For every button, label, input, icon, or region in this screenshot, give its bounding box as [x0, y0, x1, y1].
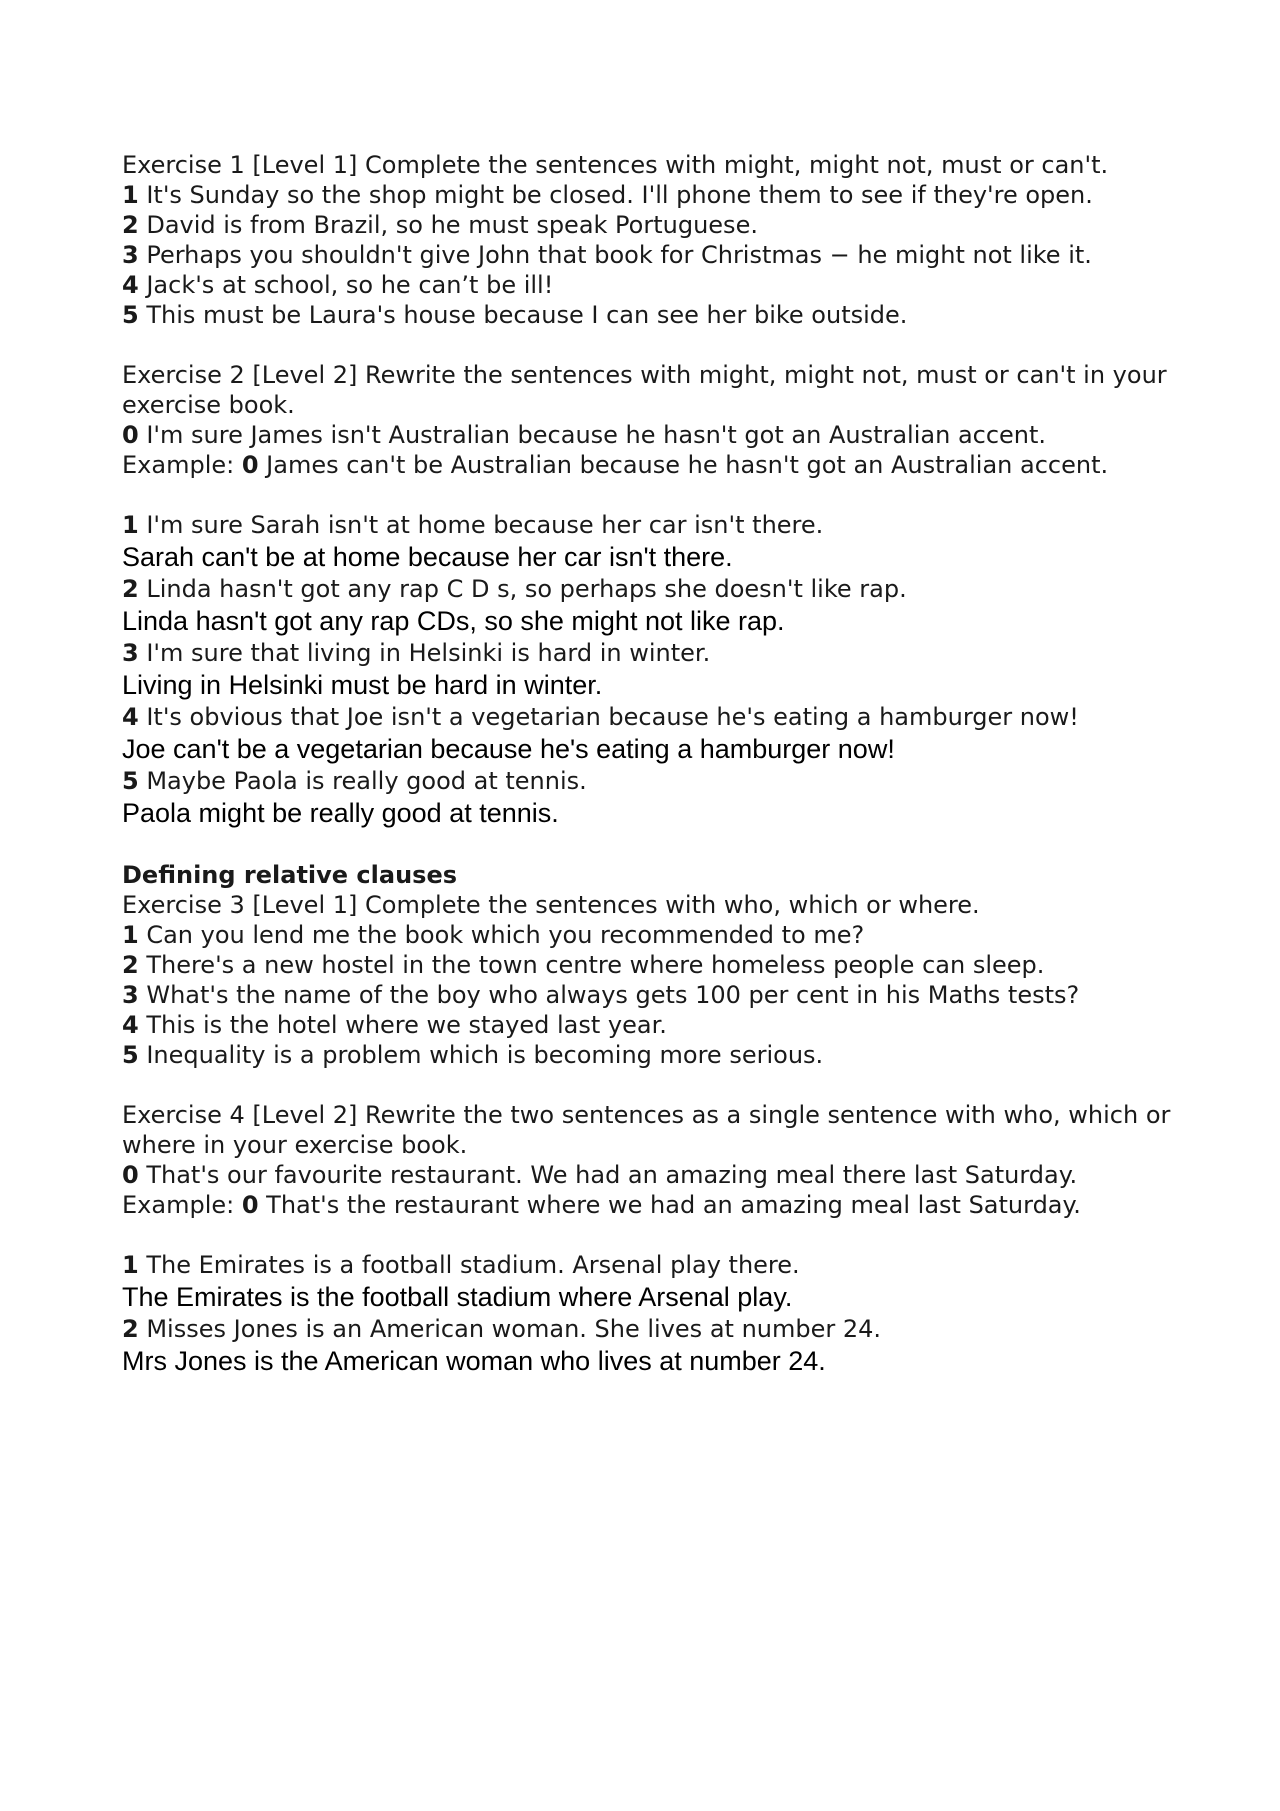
list-item	[122, 702, 1172, 732]
item-text: Can you lend me the book which you recommended to me?	[138, 921, 865, 949]
answer-text: The Emirates is the football stadium where Arsenal play.	[122, 1282, 793, 1312]
answer-text: Paola might be really good at tennis.	[122, 798, 559, 828]
list-item	[122, 574, 1172, 604]
item-number: 3	[122, 639, 139, 667]
list-item	[122, 300, 1172, 330]
exercise-2-example	[122, 420, 1172, 480]
item-number: 4	[122, 1011, 139, 1039]
item-text: There's a new hostel in the town centre where homeless people can sleep.	[138, 951, 1045, 979]
exercise-4-example	[122, 1160, 1172, 1220]
item-text: Linda hasn't got any rap C D s, so perhaps she doesn't like rap.	[138, 575, 907, 603]
example-label: Example:	[122, 1191, 242, 1219]
list-item	[122, 1040, 1172, 1070]
section-heading: Defining relative clauses	[122, 861, 458, 889]
example-answer	[122, 1190, 1172, 1220]
list-item	[122, 1314, 1172, 1344]
item-text: I'm sure James isn't Australian because he hasn't got an Australian accent.	[138, 421, 1047, 449]
exercise-3-title: Exercise 3 [Level 1] Complete the sentences with who, which or where.	[122, 891, 980, 919]
item-number: 0	[241, 1191, 259, 1219]
item-number: 1	[122, 1251, 139, 1279]
item-text: What's the name of the boy who always gets 100 per cent in his Maths tests?	[138, 981, 1080, 1009]
answer-text: Mrs Jones is the American woman who lives at number 24.	[122, 1346, 826, 1376]
exercise-3-list	[122, 920, 1172, 1070]
item-number: 3	[122, 241, 139, 269]
item-text: I'm sure Sarah isn't at home because her car isn't there.	[138, 511, 824, 539]
item-text: Jack's at school, so he can’t be ill!	[138, 271, 554, 299]
item-text: Inequality is a problem which is becoming more serious.	[138, 1041, 824, 1069]
item-number: 2	[122, 575, 139, 603]
item-text: James can't be Australian because he hasn't got an Australian accent.	[258, 451, 1109, 479]
item-text: This must be Laura's house because I can see her bike outside.	[138, 301, 908, 329]
item-text: Misses Jones is an American woman. She lives at number 24.	[138, 1315, 882, 1343]
exercise-2-list	[122, 510, 1172, 830]
item-number: 5	[122, 1041, 139, 1069]
item-text: I'm sure that living in Helsinki is hard in winter.	[138, 639, 711, 667]
item-number: 2	[122, 951, 139, 979]
list-item	[122, 1010, 1172, 1040]
list-item	[122, 180, 1172, 210]
answer-text: Joe can't be a vegetarian because he's eating a hamburger now!	[122, 734, 895, 764]
item-text: This is the hotel where we stayed last year.	[138, 1011, 667, 1039]
exercise-4-list	[122, 1250, 1172, 1378]
item-number: 0	[122, 421, 139, 449]
list-item	[122, 766, 1172, 796]
list-item	[122, 638, 1172, 668]
list-item	[122, 210, 1172, 240]
item-text: It's obvious that Joe isn't a vegetarian because he's eating a hamburger now!	[138, 703, 1079, 731]
item-number: 4	[122, 703, 139, 731]
item-number: 0	[241, 451, 259, 479]
item-number: 1	[122, 921, 139, 949]
list-item	[122, 270, 1172, 300]
item-number: 2	[122, 1315, 139, 1343]
item-number: 3	[122, 981, 139, 1009]
answer-text: Living in Helsinki must be hard in winter.	[122, 670, 603, 700]
list-item	[122, 510, 1172, 540]
answer-text: Sarah can't be at home because her car isn't there.	[122, 542, 733, 572]
item-text: David is from Brazil, so he must speak Portuguese.	[138, 211, 758, 239]
example-prompt	[122, 420, 1172, 450]
example-label: Example:	[122, 451, 242, 479]
list-item	[122, 980, 1172, 1010]
item-number: 0	[122, 1161, 139, 1189]
item-number: 5	[122, 301, 139, 329]
exercise-1-list	[122, 180, 1172, 330]
worksheet-page	[122, 150, 1172, 1378]
item-text: That's the restaurant where we had an amazing meal last Saturday.	[258, 1191, 1081, 1219]
list-item	[122, 950, 1172, 980]
item-number: 4	[122, 271, 139, 299]
item-number: 1	[122, 511, 139, 539]
item-text: Maybe Paola is really good at tennis.	[138, 767, 587, 795]
item-text: That's our favourite restaurant. We had an amazing meal there last Saturday.	[138, 1161, 1078, 1189]
item-text: The Emirates is a football stadium. Arsenal play there.	[138, 1251, 800, 1279]
example-answer	[122, 450, 1172, 480]
item-number: 5	[122, 767, 139, 795]
list-item	[122, 1250, 1172, 1280]
item-number: 1	[122, 181, 139, 209]
list-item	[122, 240, 1172, 270]
list-item	[122, 920, 1172, 950]
exercise-4-title: Exercise 4 [Level 2] Rewrite the two sentences as a single sentence with who, which or where in your exercise book.	[122, 1101, 1171, 1159]
answer-text: Linda hasn't got any rap CDs, so she might not like rap.	[122, 606, 785, 636]
item-text: It's Sunday so the shop might be closed. I'll phone them to see if they're open.	[138, 181, 1093, 209]
exercise-2-title: Exercise 2 [Level 2] Rewrite the sentences with might, might not, must or can't in your exercise book.	[122, 361, 1167, 419]
example-prompt	[122, 1160, 1172, 1190]
item-number: 2	[122, 211, 139, 239]
item-text: Perhaps you shouldn't give John that book for Christmas − he might not like it.	[138, 241, 1092, 269]
exercise-1-title: Exercise 1 [Level 1] Complete the sentences with might, might not, must or can't.	[122, 151, 1109, 179]
